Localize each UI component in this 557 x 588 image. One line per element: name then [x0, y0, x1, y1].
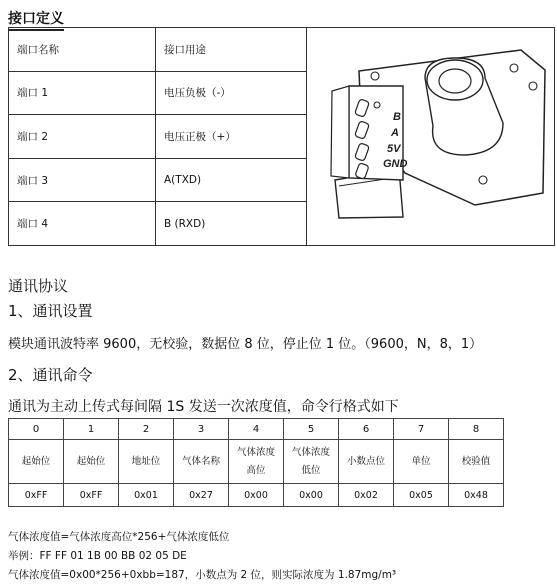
note-example: 举例：FF FF 01 1B 00 BB 02 05 DE — [8, 550, 187, 562]
byte-value-cell: 0xFF — [9, 484, 64, 507]
port-use-cell: 电压正极（+） — [156, 115, 307, 159]
byte-index-cell: 4 — [229, 419, 284, 440]
port-name-cell: 端口 2 — [9, 115, 156, 159]
port-use-cell: 电压负极（-） — [156, 71, 307, 115]
port-name-cell: 端口名称 — [9, 28, 156, 72]
port-use-cell: 接口用途 — [156, 28, 307, 72]
port-name-cell: 端口 3 — [9, 158, 156, 202]
byte-index-cell: 0 — [9, 419, 64, 440]
interface-table — [8, 27, 555, 246]
byte-index-cell: 5 — [284, 419, 339, 440]
byte-index-cell: 1 — [64, 419, 119, 440]
pin-label-a: A — [391, 127, 399, 139]
port-use-cell: B (RXD) — [156, 202, 307, 246]
section-2-text: 通讯为主动上传式每间隔 1S 发送一次浓度值，命令行格式如下 — [8, 399, 399, 415]
byte-name-cell: 气体浓度低位 — [284, 440, 339, 484]
byte-index-cell: 6 — [339, 419, 394, 440]
pin-label-5v: 5V — [387, 143, 401, 155]
byte-value-cell: 0x27 — [174, 484, 229, 507]
byte-value-cell: 0x00 — [229, 484, 284, 507]
byte-value-cell: 0x02 — [339, 484, 394, 507]
pin-label-b: B — [393, 111, 401, 123]
command-table — [8, 418, 504, 507]
byte-index-cell: 7 — [394, 419, 449, 440]
section-1-heading: 1、通讯设置 — [8, 302, 93, 320]
byte-name-cell: 起始位 — [64, 440, 119, 484]
byte-name-cell: 小数点位 — [339, 440, 394, 484]
section-1-text: 模块通讯波特率 9600，无校验，数据位 8 位，停止位 1 位。（9600，N，8，1） — [8, 337, 483, 352]
byte-name-cell: 气体名称 — [174, 440, 229, 484]
byte-name-cell: 起始位 — [9, 440, 64, 484]
port-name-cell: 端口 4 — [9, 202, 156, 246]
byte-name-cell: 校验值 — [449, 440, 504, 484]
port-use-cell: A(TXD) — [156, 158, 307, 202]
section-2-heading: 2、通讯命令 — [8, 366, 93, 384]
note-formula: 气体浓度值=气体浓度高位*256+气体浓度低位 — [8, 531, 230, 543]
interface-title: 接口定义 — [8, 8, 64, 31]
byte-index-cell: 2 — [119, 419, 174, 440]
byte-name-cell: 气体浓度高位 — [229, 440, 284, 484]
byte-index-cell: 3 — [174, 419, 229, 440]
note-calculation: 气体浓度值=0x00*256+0xbb=187，小数点为 2 位，则实际浓度为 1.87mg/m³ — [8, 569, 397, 581]
byte-index-cell: 8 — [449, 419, 504, 440]
byte-value-cell: 0x05 — [394, 484, 449, 507]
byte-name-cell: 地址位 — [119, 440, 174, 484]
sensor-module-illustration — [307, 28, 557, 242]
pin-label-gnd: GND — [383, 158, 408, 170]
byte-name-cell: 单位 — [394, 440, 449, 484]
port-name-cell: 端口 1 — [9, 71, 156, 115]
byte-value-cell: 0x00 — [284, 484, 339, 507]
byte-value-cell: 0x01 — [119, 484, 174, 507]
protocol-title: 通讯协议 — [8, 277, 69, 295]
byte-value-cell: 0xFF — [64, 484, 119, 507]
module-illustration-cell — [307, 28, 555, 246]
byte-value-cell: 0x48 — [449, 484, 504, 507]
